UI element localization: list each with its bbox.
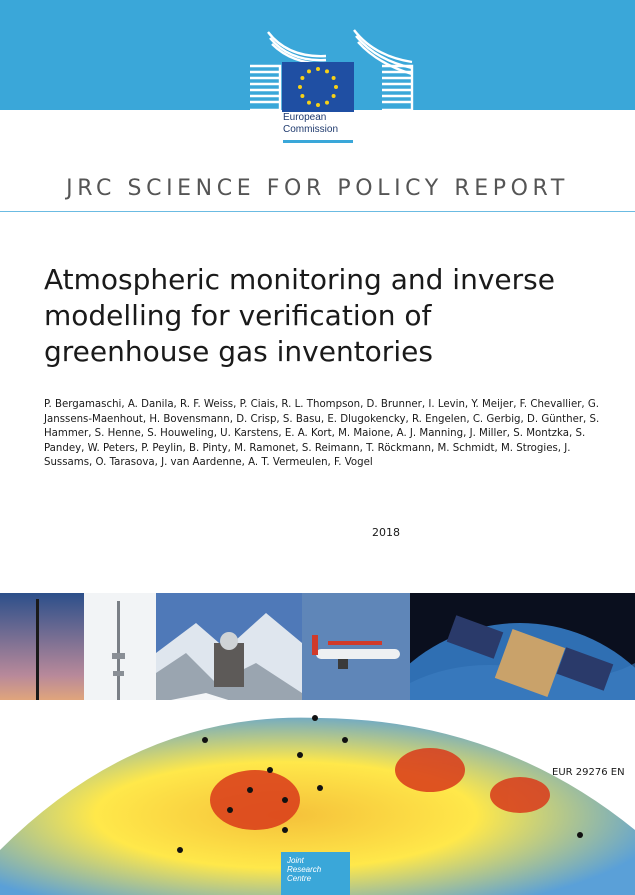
publication-year: 2018 xyxy=(372,526,400,539)
report-title: Atmospheric monitoring and inverse modelling for verification of greenhouse gas inventories xyxy=(44,263,555,368)
series-divider xyxy=(0,211,635,212)
series-title: JRC SCIENCE FOR POLICY REPORT xyxy=(66,176,569,201)
jrc-label: Joint Research Centre xyxy=(287,856,322,883)
publisher-underline xyxy=(283,140,353,143)
author-list: P. Bergamaschi, A. Danila, R. F. Weiss, P. Ciais, R. L. Thompson, D. Brunner, I. Levin, Y. Meijer, F. Chevallier, G. Janssens-Maenhout, H. Bovensmann, D. Crisp, S. Basu, E. Dlugokencky, R. Engelen, C. Gerbig, D. Günther, S. Hammer, S. Henne, S. Houweling, U. Karstens, E. A. Kort, M. Maione, A. J. Manning, J. Miller, S. Montzka, S. Pandey, W. Peters, P. Peylin, B. Pinty, M. Ramonet, S. Reimann, T. Röckmann, M. Schmidt, M. Strogies, J. Sussams, O. Tarasova, J. van Aardenne, A. T. Vermeulen, F. Vogel xyxy=(44,399,600,469)
report-number: EUR 29276 EN xyxy=(552,767,625,778)
publisher-name: European Commission xyxy=(283,112,339,135)
